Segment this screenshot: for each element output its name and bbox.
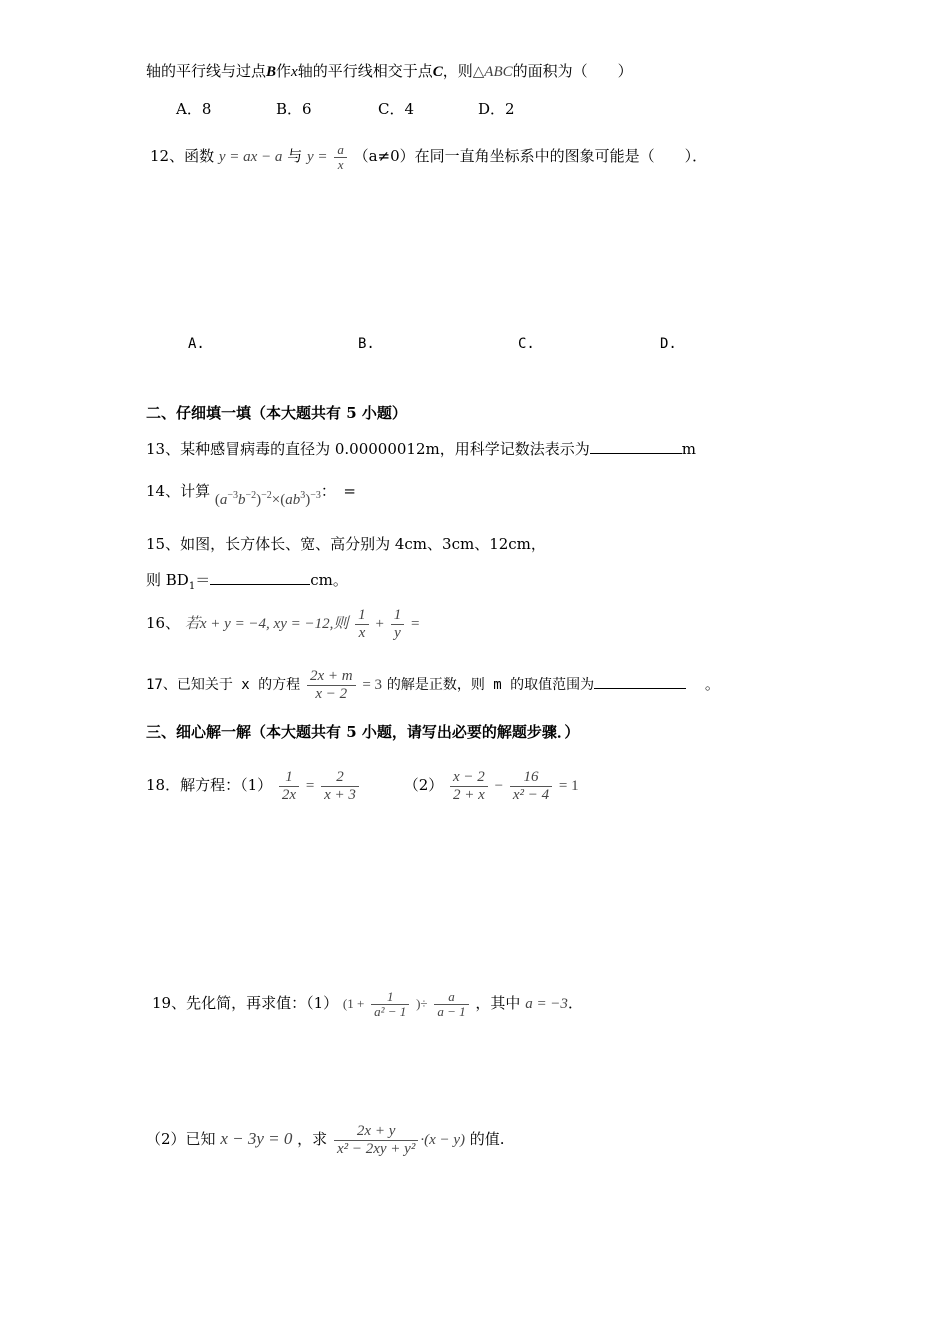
q14-line: 14、计算 $(a^{-3}b^{-2})^{-2}\times(ab^3)^{-3}$： = xyxy=(146,482,356,508)
q15-line-1: 15、如图，长方体长、宽、高分别为 4cm、3cm、12cm， xyxy=(146,535,546,553)
q12-choice-b[interactable]: B. xyxy=(358,336,375,352)
q11-option-b[interactable]: B．6 xyxy=(276,100,312,118)
q12-choice-a[interactable]: A. xyxy=(188,336,205,352)
q19-fraction-1: $\frac{1}{\text{a² − 1}}$ xyxy=(371,990,409,1019)
q12-fraction: $\frac{a}{x}$ xyxy=(334,143,347,172)
q17-answer-blank[interactable] xyxy=(594,672,686,689)
q18-fraction-2b: $\frac{16}{\text{x² − 4}}$ xyxy=(510,769,552,804)
q11-option-d[interactable]: D．2 xyxy=(478,100,515,118)
q18-fraction-2a: $\frac{x - 2}{2 + x}$ xyxy=(450,769,488,804)
section-2-heading: 二、仔细填一填（本大题共有 5 小题） xyxy=(146,404,407,422)
q12-choice-c[interactable]: C. xyxy=(518,336,535,352)
q13-line: 13、某种感冒病毒的直径为 0.00000012m，用科学记数法表示为 m xyxy=(146,437,696,460)
q13-answer-blank[interactable] xyxy=(590,437,682,454)
q19b-line: （2）已知 x − 3y = 0 ，求 $\frac{2x + y}{\text{x² − 2xy + y²}}$ ·(x − y) 的值. xyxy=(146,1122,505,1157)
q16-line: 16、 若x + y = −4, xy = −12,则 $\frac{1}{x}$ + $\frac{1}{y}$ = xyxy=(146,606,420,641)
q11-option-a[interactable]: A．8 xyxy=(176,100,212,118)
q18-line: 18．解方程：（1） $\frac{1}{2x}$ = $\frac{2}{x + 3}$ （2） $\frac{x - 2}{2 + x}$ − $\frac{16}{\text{x² − 4}}$ = 1 xyxy=(146,768,579,803)
q18-fraction-1a: $\frac{1}{2x}$ xyxy=(279,769,299,804)
q15-line-2: 则 $BD_1=$ cm。 xyxy=(146,568,348,598)
q11-option-c[interactable]: C．4 xyxy=(378,100,415,118)
section-3-heading: 三、细心解一解（本大题共有 5 小题，请写出必要的解题步骤．） xyxy=(146,723,580,741)
q16-fraction-1: $\frac{1}{x}$ xyxy=(355,607,369,642)
q12-line: 12、函数 y = ax − a 与 y = $\frac{a}{x}$ （a≠0）在同一直角坐标系中的图象可能是（ ）． xyxy=(150,141,708,172)
q19b-fraction: $\frac{2x + y}{\text{x² − 2xy + y²}}$ xyxy=(334,1123,418,1158)
q19-fraction-2: $\frac{a}{a - 1}$ xyxy=(434,990,468,1019)
q11-line: 轴的平行线与过点B作x轴的平行线相交于点C，则△ABC的面积为（ ） xyxy=(146,62,633,80)
q17-fraction: $\frac{2x + m}{x - 2}$ xyxy=(307,668,356,703)
q19-line: 19、先化简，再求值：（1） (1 + $\frac{1}{\text{a² − 1}}$ )÷ $\frac{a}{a - 1}$ ，其中 a = −3． xyxy=(152,988,583,1019)
q18-fraction-1b: $\frac{2}{x + 3}$ xyxy=(321,769,359,804)
q15-answer-blank[interactable] xyxy=(210,568,310,585)
q17-line: 17、已知关于 x 的方程 $\frac{2x + m}{x - 2}$ = 3 的解是正数，则 m 的取值范围为 。 xyxy=(146,667,720,702)
q12-choice-d[interactable]: D. xyxy=(660,336,677,352)
q16-fraction-2: $\frac{1}{y}$ xyxy=(391,607,405,642)
q14-expression: $(a^{-3}b^{-2})^{-2}\times(ab^3)^{-3}$ xyxy=(214,490,321,508)
